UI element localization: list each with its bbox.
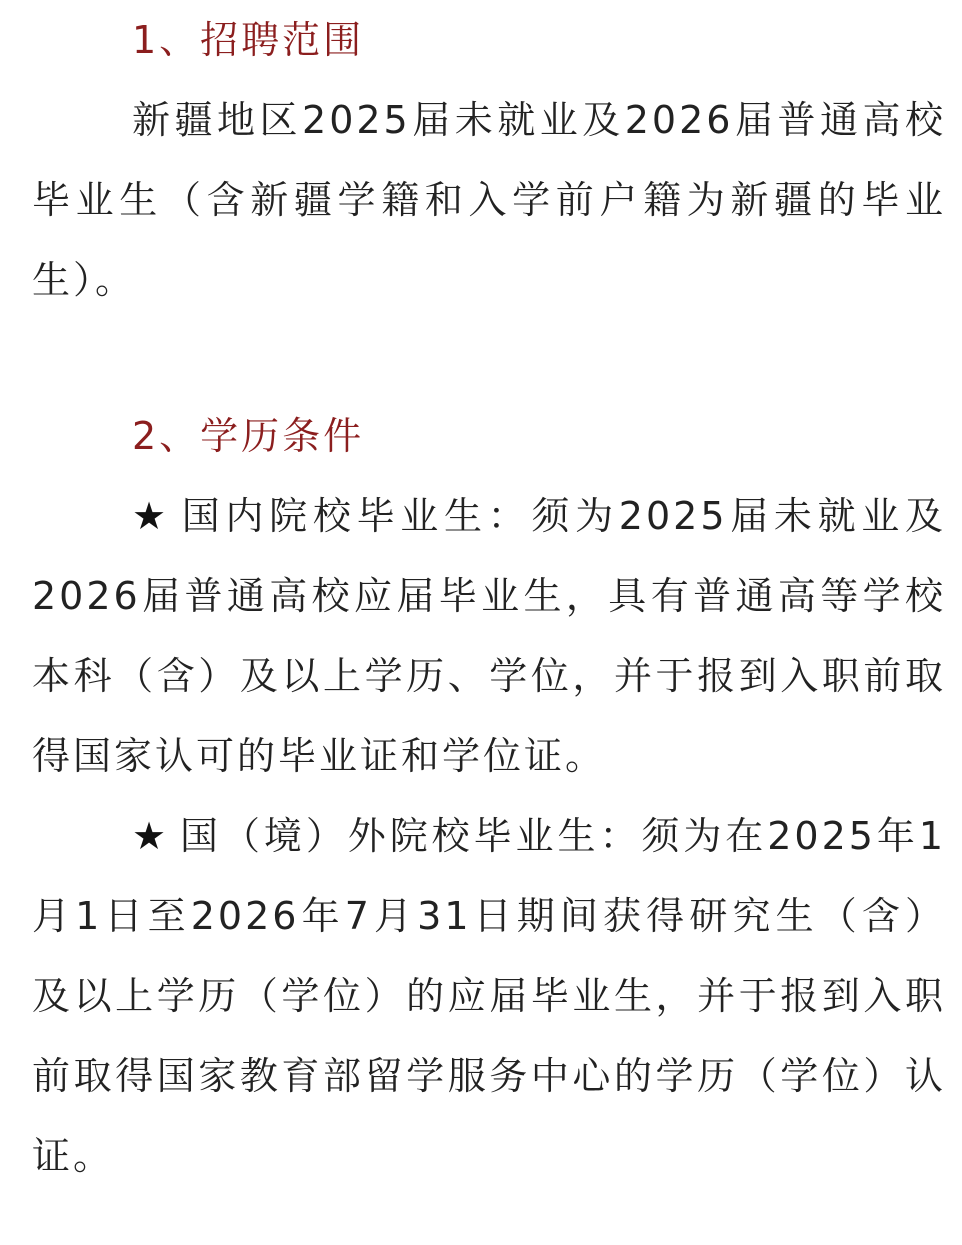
section-heading-education-requirements: 2、学历条件 [132,414,365,458]
requirement-item-domestic [32,476,946,796]
document-body [32,0,946,1196]
section-spacer [32,320,946,396]
requirement-text-domestic: 国内院校毕业生：须为2025届未就业及2026届普通高校应届毕业生，具有普通高等学校本科（含）及以上学历、学位，并于报到入职前取得国家认可的毕业证和学位证。 [32,494,946,778]
star-icon: ★ [132,814,171,858]
requirement-text-overseas: 国（境）外院校毕业生：须为在2025年1月1日至2026年7月31日期间获得研究生（含）及以上学历（学位）的应届毕业生，并于报到入职前取得国家教育部留学服务中心的学历（学位）认证。 [32,814,946,1178]
star-icon: ★ [132,494,172,538]
recruitment-scope-paragraph: 新疆地区2025届未就业及2026届普通高校毕业生（含新疆学籍和入学前户籍为新疆的毕业生）。 [32,98,946,302]
section-heading-recruitment-scope: 1、招聘范围 [132,18,365,62]
requirement-item-overseas [32,796,946,1196]
